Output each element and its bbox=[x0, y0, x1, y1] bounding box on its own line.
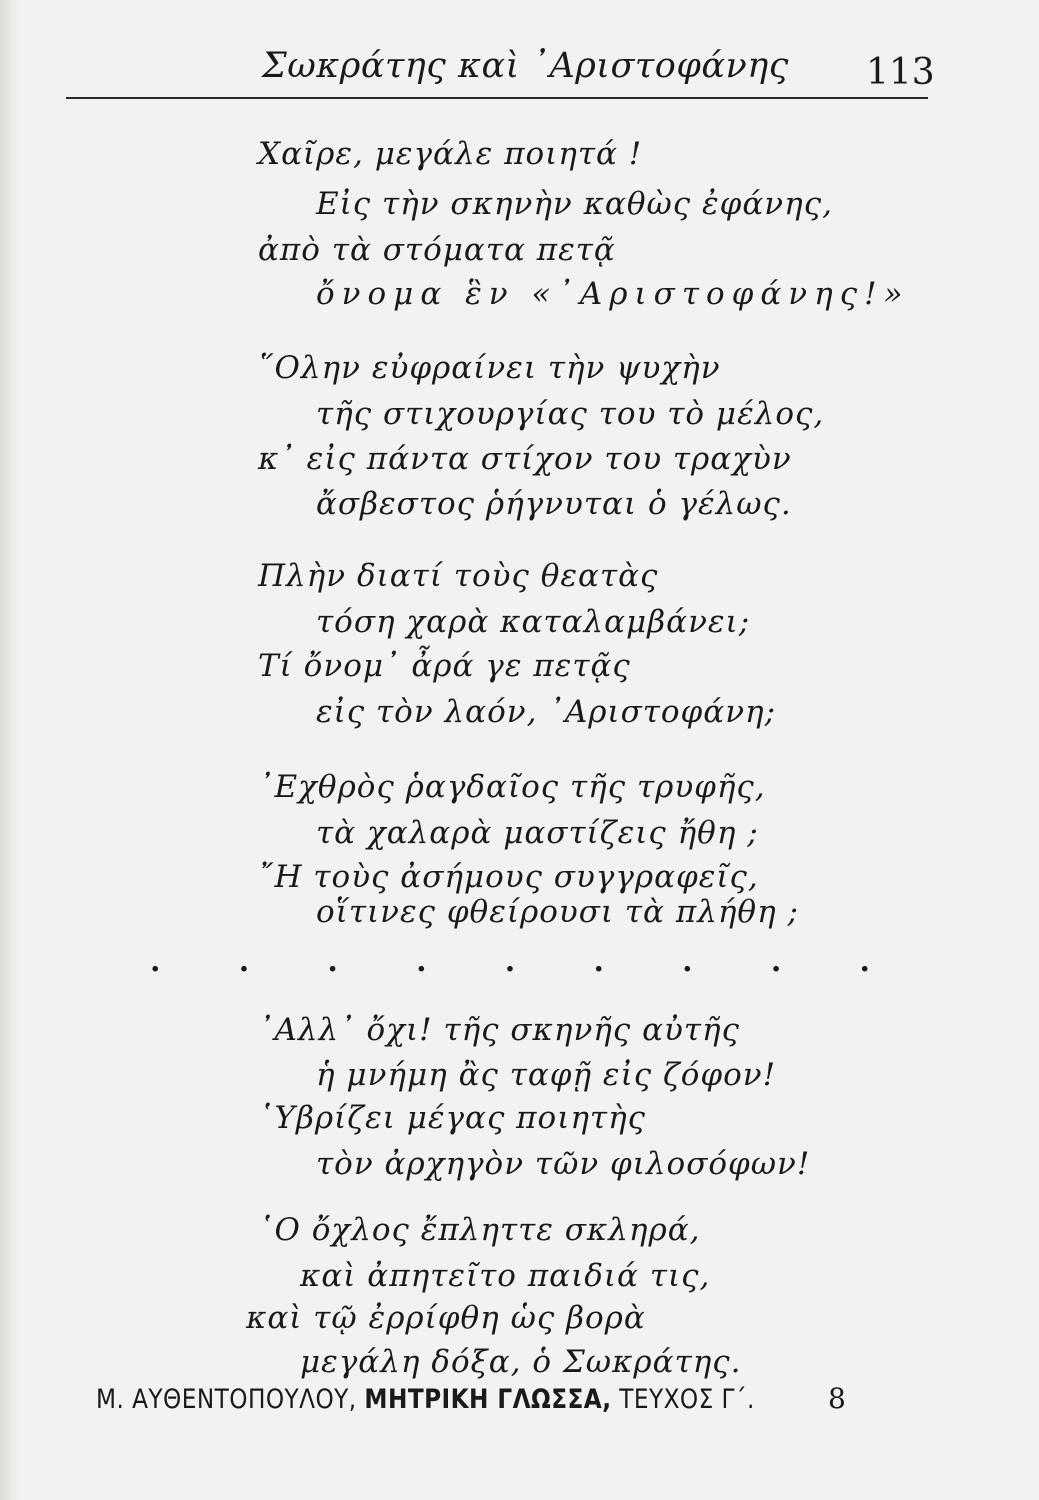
verse-line: κ᾿ εἰς πάντα στίχον του τραχὺν bbox=[258, 441, 792, 477]
verse-line: Χαῖρε, μεγάλε ποιητά ! bbox=[258, 136, 643, 172]
verse-line: εἰς τὸν λαόν, ᾿Αριστοφάνη; bbox=[316, 694, 777, 730]
verse-line: ᾿Εχθρὸς ῥαγδαῖος τῆς τρυφῆς, bbox=[258, 769, 766, 805]
verse-line: Εἰς τὴν σκηνὴν καθὼς ἐφάνης, bbox=[316, 186, 833, 222]
verse-line: ἄσβεστος ῥήγνυται ὁ γέλως. bbox=[316, 486, 792, 522]
verse-line: Τί ὄνομ᾿ ἆρά γε πετᾷς bbox=[258, 648, 631, 684]
ellipsis-dot: . bbox=[682, 944, 693, 979]
ellipsis-dot: . bbox=[859, 944, 870, 979]
verse-line: ῾Ο ὄχλος ἔπληττε σκληρά, bbox=[258, 1212, 701, 1248]
footer-author: Μ. ΑΥΘΕΝΤΟΠΟΥΛΟΥ, bbox=[96, 1384, 357, 1415]
verse-line: ᾿Αλλ᾿ ὄχι! τῆς σκηνῆς αὐτῆς bbox=[258, 1012, 740, 1048]
ellipsis-dot: . bbox=[416, 944, 427, 979]
ellipsis-dot: . bbox=[504, 944, 516, 979]
ellipsis-dot: . bbox=[238, 944, 250, 979]
verse-line: ῞Ολην εὐφραίνει τὴν ψυχὴν bbox=[258, 350, 721, 386]
verse-line: ῾Υβρίζει μέγας ποιητὴς bbox=[258, 1100, 647, 1136]
header-rule bbox=[66, 97, 928, 99]
verse-line: τὸν ἀρχηγὸν τῶν φιλοσόφων! bbox=[316, 1146, 811, 1182]
signature-mark: 8 bbox=[828, 1382, 846, 1415]
verse-line: μεγάλη δόξα, ὁ Σωκράτης. bbox=[300, 1344, 742, 1380]
verse-line: ὄνομα ἓν «᾿Αριστοφάνης!» bbox=[316, 276, 910, 312]
verse-line: τὰ χαλαρὰ μαστίζεις ἤθη ; bbox=[316, 815, 759, 851]
ellipsis-row bbox=[150, 944, 870, 979]
verse-line: Πλὴν διατί τοὺς θεατὰς bbox=[258, 558, 659, 594]
footer-imprint bbox=[96, 1384, 755, 1415]
ellipsis-dot: . bbox=[593, 944, 604, 979]
running-title: Σωκράτης καὶ ᾿Αριστοφάνης bbox=[262, 46, 789, 86]
verse-line: οἵτινες φθείρουσι τὰ πλήθη ; bbox=[316, 894, 799, 930]
verse-line: τῆς στιχουργίας του τὸ μέλος, bbox=[316, 396, 825, 432]
footer-book-title: ΜΗΤΡΙΚΗ ΓΛΩΣΣΑ, bbox=[364, 1384, 612, 1415]
ellipsis-dot: . bbox=[150, 944, 161, 979]
page-number: 113 bbox=[866, 52, 935, 93]
verse-line: καὶ τῷ ἐρρίφθη ὡς βορὰ bbox=[246, 1300, 646, 1336]
ellipsis-dot: . bbox=[770, 944, 782, 979]
verse-line: τόση χαρὰ καταλαμβάνει; bbox=[316, 604, 751, 640]
verse-line: ἀπὸ τὰ στόματα πετᾷ bbox=[258, 232, 616, 268]
ellipsis-dot: . bbox=[327, 944, 338, 979]
page-gutter bbox=[0, 0, 22, 1500]
verse-line: ῎Η τοὺς ἀσήμους συγγραφεῖς, bbox=[258, 859, 759, 895]
verse-line: καὶ ἀπητεῖτο παιδιά τις, bbox=[300, 1258, 711, 1294]
verse-line: ἡ μνήμη ἂς ταφῇ εἰς ζόφον! bbox=[316, 1057, 777, 1093]
footer-volume: ΤΕΥΧΟΣ Γ΄. bbox=[619, 1384, 755, 1415]
